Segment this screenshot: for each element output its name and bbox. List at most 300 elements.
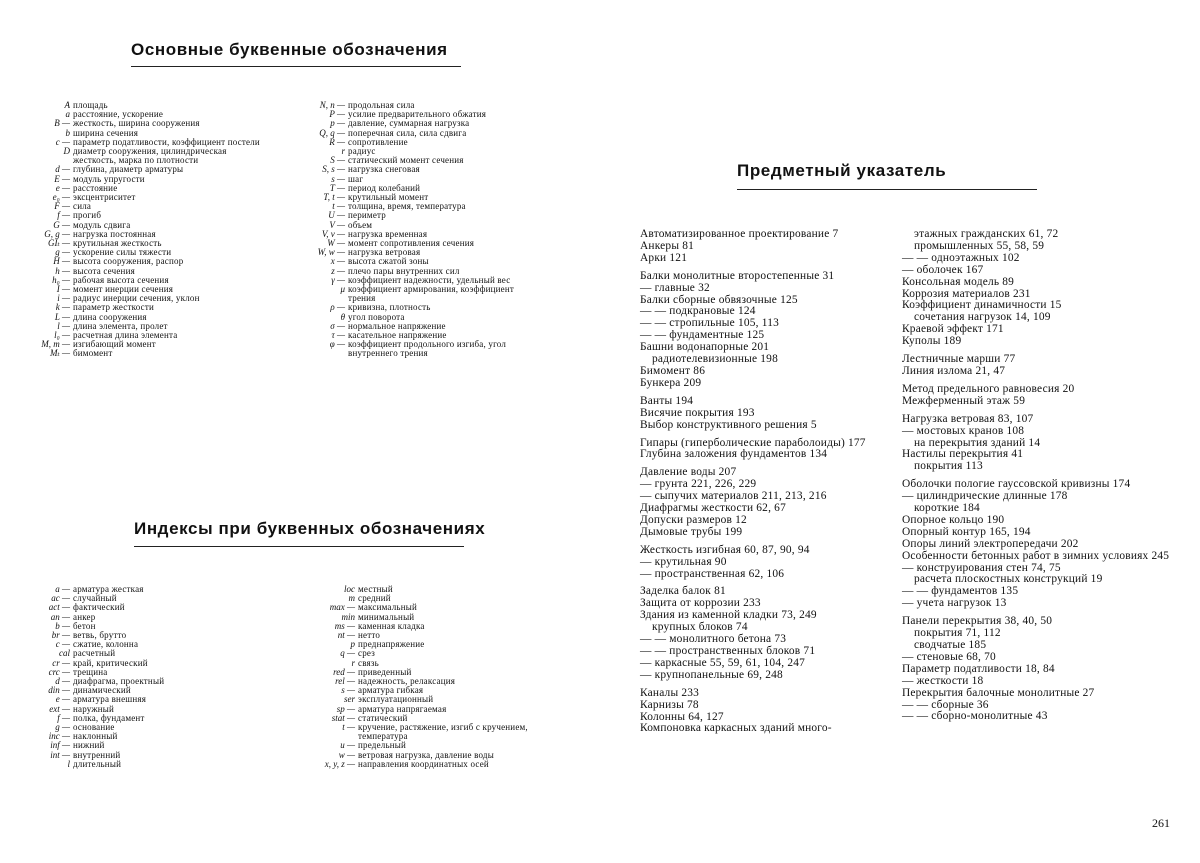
legend-entry	[297, 585, 547, 594]
legend-description: рабочая высота сечения	[73, 274, 169, 285]
legend-description: коэффициент продольного изгиба, угол внутреннего трения	[348, 339, 507, 359]
legend-description: внутренний	[73, 749, 121, 760]
legend-symbol: r	[341, 146, 345, 157]
index-entry: промышленных 55, 58, 59	[914, 239, 1045, 252]
index-entry: Бимомент 86	[640, 364, 706, 377]
subject-index-heading-rule	[737, 189, 1037, 190]
legend-description: длина элемента, пролет	[73, 320, 168, 331]
legend-entry	[30, 751, 260, 760]
legend-description: кручение, растяжение, изгиб с кручением, температура	[358, 722, 528, 742]
legend-symbol: b	[65, 127, 70, 138]
legend-symbol: V, v —	[321, 228, 345, 239]
index-entry: — стеновые 68, 70	[902, 650, 996, 663]
legend-description: статический момент сечения	[348, 155, 464, 166]
index-entry: сводчатые 185	[914, 639, 987, 651]
legend-symbol: l —	[57, 320, 70, 331]
index-entry: Особенности бетонных работ в зимних условиях 245	[902, 549, 1170, 562]
legend-description: арматура напрягаемая	[358, 703, 447, 714]
index-entry: Опорный контур 165, 194	[902, 525, 1031, 538]
index-entry: этажных гражданских 61, 72	[914, 228, 1059, 240]
index-entry: сочетания нагрузок 14, 109	[914, 311, 1051, 324]
legend-symbol: e —	[55, 182, 70, 193]
legend-description: расчетный	[73, 648, 116, 659]
legend-symbol: stat —	[331, 712, 355, 723]
legend-symbol: γ —	[331, 274, 345, 285]
legend-symbol: V —	[329, 219, 345, 230]
legend-description: арматура гибкая	[358, 685, 424, 696]
legend-description: касательное напряжение	[348, 330, 447, 341]
index-entry: — — фундаментные 125	[640, 329, 765, 342]
legend-symbol: p —	[330, 118, 345, 129]
legend-description: длительный	[73, 758, 122, 769]
legend-symbol: T, t —	[323, 192, 345, 203]
legend-description: нижний	[73, 740, 105, 751]
index-entry: короткие 184	[914, 502, 980, 515]
legend-description: связь	[358, 657, 379, 668]
legend-symbol: s —	[341, 685, 355, 696]
legend-description: наклонный	[73, 731, 118, 742]
legend-symbol: H —	[53, 256, 70, 267]
legend-description: динамический	[73, 685, 131, 696]
legend-symbol: A	[64, 100, 70, 110]
legend-symbol: an —	[50, 611, 70, 622]
index-letter-group	[640, 396, 902, 432]
index-entry: — — сборно-монолитные 43	[902, 710, 1048, 723]
legend-description: площадь	[73, 100, 108, 110]
index-entry: Оболочки пологие гауссовской кривизны 174	[902, 478, 1131, 491]
legend-description: сопротивление	[348, 136, 408, 147]
index-entry: Опорное кольцо 190	[902, 513, 1005, 526]
index-letter-group	[902, 229, 1172, 348]
legend-symbol: a —	[55, 584, 70, 594]
index-entry: Панели перекрытия 38, 40, 50	[902, 615, 1053, 628]
index-entry: Бункера 209	[640, 376, 702, 389]
legend-symbol: max —	[329, 602, 355, 613]
symbols-list-right	[297, 101, 542, 359]
index-entry: — грунта 221, 226, 229	[640, 478, 757, 491]
indices-list-left	[30, 585, 260, 769]
index-entry: Башни водонапорные 201	[640, 341, 770, 354]
legend-symbol: inc —	[48, 731, 70, 742]
legend-symbol: k —	[55, 302, 70, 313]
legend-entry	[30, 760, 260, 769]
legend-symbol: inf —	[50, 740, 70, 751]
legend-symbol: d —	[55, 164, 70, 175]
legend-description: наружный	[73, 703, 115, 714]
index-entry: — — монолитного бетона 73	[640, 633, 787, 646]
page-number: 261	[1152, 816, 1170, 830]
legend-symbol: t —	[342, 722, 355, 733]
index-letter-group	[902, 384, 1172, 408]
legend-description: радиус инерции сечения, уклон	[73, 293, 200, 304]
legend-description: предельный	[358, 740, 407, 751]
legend-entry	[297, 138, 542, 147]
legend-description: каменная кладка	[358, 620, 425, 631]
legend-symbol: crc —	[48, 666, 70, 677]
legend-entry	[297, 640, 547, 649]
index-entry: Каналы 233	[640, 686, 700, 699]
legend-symbol: c —	[55, 639, 70, 650]
legend-description: диафрагма, проектный	[73, 676, 165, 687]
legend-symbol: S —	[330, 155, 345, 166]
legend-symbol: F —	[54, 201, 70, 212]
legend-symbol: Q, q —	[319, 127, 345, 138]
legend-description: момент сопротивления сечения	[348, 238, 475, 249]
index-entry: Автоматизированное проектирование 7	[640, 228, 839, 240]
legend-entry	[297, 303, 542, 312]
legend-symbol: br —	[51, 630, 70, 641]
legend-symbol: z —	[331, 265, 345, 276]
legend-description: диаметр сооружения, цилиндрическая жесткость, марка по плотности	[73, 146, 227, 166]
index-entry: Глубина заложения фундаментов 134	[640, 448, 828, 461]
legend-description: средний	[358, 593, 391, 604]
legend-entry	[297, 723, 547, 741]
legend-symbol: cal	[59, 648, 70, 659]
index-entry: — пространственная 62, 106	[640, 567, 785, 580]
legend-symbol: P —	[329, 109, 345, 120]
subject-index-column-2	[902, 229, 1172, 729]
legend-description: коэффициент надежности, удельный вес	[348, 274, 511, 285]
legend-symbol: act —	[48, 602, 70, 613]
legend-description: нагрузка временная	[348, 228, 428, 239]
legend-symbol: loc	[344, 584, 355, 594]
legend-symbol: D	[63, 146, 70, 157]
index-letter-group	[902, 616, 1172, 723]
symbols-heading-rule	[131, 66, 461, 67]
legend-description: коэффициент армирования, коэффициент трения	[348, 284, 514, 304]
legend-symbol: g —	[55, 722, 70, 733]
index-letter-group	[902, 479, 1172, 610]
index-entry: Защита от коррозии 233	[640, 597, 761, 610]
legend-symbol: ext —	[49, 703, 70, 714]
index-entry: Коррозия материалов 231	[902, 287, 1031, 300]
symbols-heading: Основные буквенные обозначения	[131, 40, 448, 59]
legend-symbol: r	[351, 657, 355, 668]
symbols-list-left	[30, 101, 272, 359]
legend-symbol: N, n —	[319, 100, 345, 110]
index-entry: — крутильная 90	[640, 555, 727, 568]
legend-description: поперечная сила, сила сдвига	[348, 127, 467, 138]
index-entry: — учета нагрузок 13	[902, 597, 1007, 610]
legend-description: фактический	[73, 602, 125, 613]
legend-description: расстояние	[73, 182, 118, 193]
legend-description: высота сечения	[73, 265, 135, 276]
legend-symbol: w —	[338, 749, 355, 760]
index-entry: Здания из каменной кладки 73, 249	[640, 609, 817, 622]
legend-symbol: f —	[57, 210, 70, 221]
legend-symbol: ms —	[334, 620, 355, 631]
legend-symbol: I —	[56, 284, 70, 295]
index-entry: Линия излома 21, 47	[902, 364, 1006, 377]
legend-description: период колебаний	[348, 182, 421, 193]
subject-index-column-1	[640, 229, 902, 741]
legend-description: бетон	[73, 620, 96, 631]
legend-description: приведенный	[358, 666, 412, 677]
legend-symbol: t —	[332, 201, 345, 212]
index-letter-group	[902, 354, 1172, 378]
legend-description: продольная сила	[348, 100, 415, 110]
legend-entry	[297, 603, 547, 612]
index-entry: — — сборные 36	[902, 698, 989, 711]
index-entry: — — стропильные 105, 113	[640, 317, 780, 330]
index-letter-group	[640, 586, 902, 681]
legend-description: момент инерции сечения	[73, 284, 174, 295]
index-entry: — цилиндрические длинные 178	[902, 490, 1068, 503]
index-entry: — оболочек 167	[902, 263, 984, 276]
legend-description: изгибающий момент	[73, 339, 156, 350]
legend-description: местный	[358, 584, 393, 594]
legend-description: срез	[358, 648, 375, 659]
legend-symbol: φ —	[329, 339, 345, 350]
legend-symbol: c —	[55, 136, 70, 147]
legend-entry	[297, 649, 547, 658]
index-entry: Балки монолитные второстепенные 31	[640, 269, 835, 282]
legend-symbol: l₀ —	[54, 330, 70, 341]
index-entry: — — пространственных блоков 71	[640, 645, 816, 657]
legend-entry	[30, 147, 272, 165]
legend-symbol: din —	[48, 685, 70, 696]
index-entry: Перекрытия балочные монолитные 27	[902, 686, 1095, 699]
legend-symbol: W, w —	[317, 247, 345, 258]
legend-description: прогиб	[73, 210, 102, 221]
index-entry: Заделка балок 81	[640, 585, 726, 598]
index-entry: — — фундаментов 135	[902, 585, 1019, 598]
indices-heading: Индексы при буквенных обозначениях	[134, 519, 486, 538]
legend-symbol: h —	[55, 265, 70, 276]
index-entry: Межферменный этаж 59	[902, 394, 1026, 407]
index-entry: Допуски размеров 12	[640, 513, 747, 526]
index-entry: — сыпучих материалов 211, 213, 216	[640, 490, 827, 503]
index-entry: радиотелевизионные 198	[652, 353, 778, 366]
legend-symbol: a	[65, 109, 70, 120]
legend-symbol: R —	[329, 136, 345, 147]
legend-description: модуль сдвига	[73, 219, 131, 230]
legend-description: арматура жесткая	[73, 584, 144, 594]
index-entry: Диафрагмы жесткости 62, 67	[640, 502, 786, 515]
legend-symbol: E —	[54, 173, 70, 184]
index-entry: — жесткости 18	[902, 674, 984, 687]
legend-symbol: W —	[327, 238, 345, 249]
legend-description: нормальное напряжение	[348, 320, 446, 331]
index-entry: Коэффициент динамичности 15	[902, 299, 1062, 312]
index-entry: Краевой эффект 171	[902, 323, 1004, 336]
legend-description: основание	[73, 722, 115, 733]
legend-description: жесткость, ширина сооружения	[73, 118, 200, 129]
legend-symbol: q —	[340, 648, 355, 659]
legend-description: статический	[358, 712, 408, 723]
legend-description: радиус	[348, 146, 376, 157]
index-letter-group	[640, 467, 902, 538]
legend-symbol: σ —	[330, 320, 345, 331]
legend-symbol: e₀ —	[52, 192, 70, 203]
legend-description: угол поворота	[348, 311, 405, 322]
legend-description: глубина, диаметр арматуры	[73, 164, 184, 175]
index-entry: Балки сборные обвязочные 125	[640, 293, 798, 306]
legend-symbol: l	[67, 758, 70, 769]
index-letter-group	[640, 545, 902, 581]
legend-symbol: μ	[340, 284, 345, 295]
legend-description: минимальный	[358, 611, 415, 622]
legend-symbol: g —	[55, 247, 70, 258]
legend-description: модуль упругости	[73, 173, 145, 184]
legend-description: арматура внешняя	[73, 694, 147, 705]
legend-description: объем	[348, 219, 373, 230]
index-entry: Гипары (гиперболические параболоиды) 177	[640, 436, 866, 449]
legend-symbol: M, m —	[41, 339, 70, 350]
index-entry: — конструирования стен 74, 75	[902, 561, 1061, 574]
subject-index-heading: Предметный указатель	[737, 161, 947, 180]
index-letter-group	[640, 438, 902, 462]
legend-symbol: x, y, z —	[324, 758, 355, 769]
legend-symbol: B —	[54, 118, 70, 129]
index-entry: покрытия 113	[914, 460, 983, 473]
legend-description: нагрузка ветровая	[348, 247, 421, 258]
legend-symbol: i —	[57, 293, 70, 304]
legend-description: плечо пары внутренних сил	[348, 265, 460, 276]
index-letter-group	[640, 271, 902, 390]
index-entry: — каркасные 55, 59, 61, 104, 247	[640, 656, 806, 669]
legend-description: кривизна, плотность	[348, 302, 431, 313]
legend-description: край, критический	[73, 657, 148, 668]
index-entry: Ванты 194	[640, 394, 694, 407]
legend-symbol: cr —	[52, 657, 70, 668]
legend-symbol: θ	[340, 311, 345, 322]
index-entry: Куполы 189	[902, 335, 962, 348]
legend-description: ускорение силы тяжести	[73, 247, 172, 258]
legend-description: направления координатных осей	[358, 758, 489, 769]
index-entry: Дымовые трубы 199	[640, 525, 743, 538]
legend-description: преднапряжение	[358, 639, 425, 650]
index-entry: крупных блоков 74	[652, 621, 748, 634]
legend-description: нагрузка снеговая	[348, 164, 420, 175]
legend-symbol: S, s —	[322, 164, 345, 175]
legend-symbol: u —	[340, 740, 355, 751]
legend-description: трещина	[73, 666, 108, 677]
legend-entry	[297, 340, 542, 358]
legend-symbol: d —	[55, 676, 70, 687]
legend-symbol: p	[350, 639, 355, 650]
legend-symbol: e —	[55, 694, 70, 705]
legend-symbol: G —	[53, 219, 70, 230]
index-letter-group	[640, 688, 902, 736]
legend-description: крутильная жесткость	[73, 238, 162, 249]
legend-symbol: ac —	[51, 593, 70, 604]
index-entry: расчета плоскостных конструкций 19	[914, 573, 1103, 586]
legend-description: ветвь, брутто	[73, 630, 127, 641]
legend-description: параметр податливости, коэффициент постели	[73, 136, 260, 147]
legend-description: сила	[73, 201, 92, 212]
legend-description: максимальный	[358, 602, 417, 613]
legend-symbol: int —	[50, 749, 70, 760]
legend-description: длина сооружения	[73, 311, 147, 322]
index-letter-group	[902, 414, 1172, 474]
index-entry: Висячие покрытия 193	[640, 406, 755, 419]
legend-description: эксплуатационный	[358, 694, 434, 705]
legend-description: усилие предварительного обжатия	[348, 109, 487, 120]
legend-description: высота сжатой зоны	[348, 256, 429, 267]
index-entry: Опоры линий электропередачи 202	[902, 537, 1079, 550]
index-entry: — крупнопанельные 69, 248	[640, 668, 783, 681]
legend-description: случайный	[73, 593, 117, 604]
legend-description: периметр	[348, 210, 386, 221]
index-entry: Арки 121	[640, 251, 688, 264]
legend-symbol: ser	[344, 694, 355, 705]
legend-symbol: b —	[55, 620, 70, 631]
indices-heading-rule	[134, 546, 464, 547]
legend-symbol: h₀ —	[52, 274, 70, 285]
legend-description: ширина сечения	[73, 127, 139, 138]
index-entry: Консольная модель 89	[902, 275, 1015, 288]
index-entry: Выбор конструктивного решения 5	[640, 418, 817, 431]
index-entry: на перекрытия зданий 14	[914, 436, 1041, 449]
legend-entry	[297, 760, 547, 769]
legend-description: анкер	[73, 611, 96, 622]
legend-symbol: G, g —	[44, 228, 70, 239]
legend-symbol: ρ —	[330, 302, 345, 313]
legend-symbol: U —	[328, 210, 345, 221]
legend-description: ветровая нагрузка, давление воды	[358, 749, 494, 760]
legend-description: бимомент	[73, 348, 113, 359]
index-entry: Метод предельного равновесия 20	[902, 382, 1075, 395]
index-letter-group	[640, 229, 902, 265]
indices-list-right	[297, 585, 547, 769]
index-entry: Жесткость изгибная 60, 87, 90, 94	[640, 543, 810, 556]
legend-symbol: red —	[333, 666, 355, 677]
legend-description: нетто	[358, 630, 381, 641]
index-entry: — — подкрановые 124	[640, 305, 756, 318]
legend-symbol: GIₜ —	[48, 238, 70, 249]
legend-description: нагрузка постоянная	[73, 228, 156, 239]
legend-description: параметр жесткости	[73, 302, 155, 313]
legend-description: крутильный момент	[348, 192, 429, 203]
legend-description: расстояние, ускорение	[73, 109, 164, 120]
legend-symbol: s —	[331, 173, 345, 184]
legend-description: сжатие, колонна	[73, 639, 139, 650]
legend-description: шаг	[348, 173, 364, 184]
index-entry: Колонны 64, 127	[640, 710, 724, 723]
index-entry: Настилы перекрытия 41	[902, 448, 1024, 461]
index-entry: Параметр податливости 18, 84	[902, 662, 1055, 675]
legend-description: расчетная длина элемента	[73, 330, 178, 341]
index-entry: Карнизы 78	[640, 698, 699, 711]
index-entry: покрытия 71, 112	[914, 627, 1001, 640]
legend-description: толщина, время, температура	[348, 201, 466, 212]
legend-entry	[297, 285, 542, 303]
index-entry: Давление воды 207	[640, 466, 737, 479]
legend-symbol: x —	[330, 256, 345, 267]
legend-description: эксцентриситет	[73, 192, 136, 203]
legend-description: высота сооружения, распор	[73, 256, 184, 267]
legend-entry	[30, 349, 272, 358]
index-entry: — главные 32	[640, 281, 710, 294]
index-entry: Анкеры 81	[640, 239, 695, 252]
legend-entry	[297, 622, 547, 631]
legend-symbol: rel —	[335, 676, 355, 687]
legend-symbol: Mₜ —	[50, 348, 70, 359]
legend-symbol: nt —	[337, 630, 355, 641]
legend-symbol: f —	[57, 712, 70, 723]
legend-description: давление, суммарная нагрузка	[348, 118, 470, 129]
legend-description: надежность, релаксация	[358, 676, 456, 687]
legend-symbol: T —	[329, 182, 345, 193]
legend-symbol: m	[348, 593, 355, 604]
index-entry: — мостовых кранов 108	[902, 424, 1025, 437]
index-entry: Лестничные марши 77	[902, 353, 1016, 366]
legend-symbol: min	[341, 611, 355, 622]
index-entry: — — одноэтажных 102	[902, 251, 1020, 264]
legend-symbol: L —	[54, 311, 70, 322]
index-entry: Компоновка каркасных зданий много-	[640, 722, 832, 735]
